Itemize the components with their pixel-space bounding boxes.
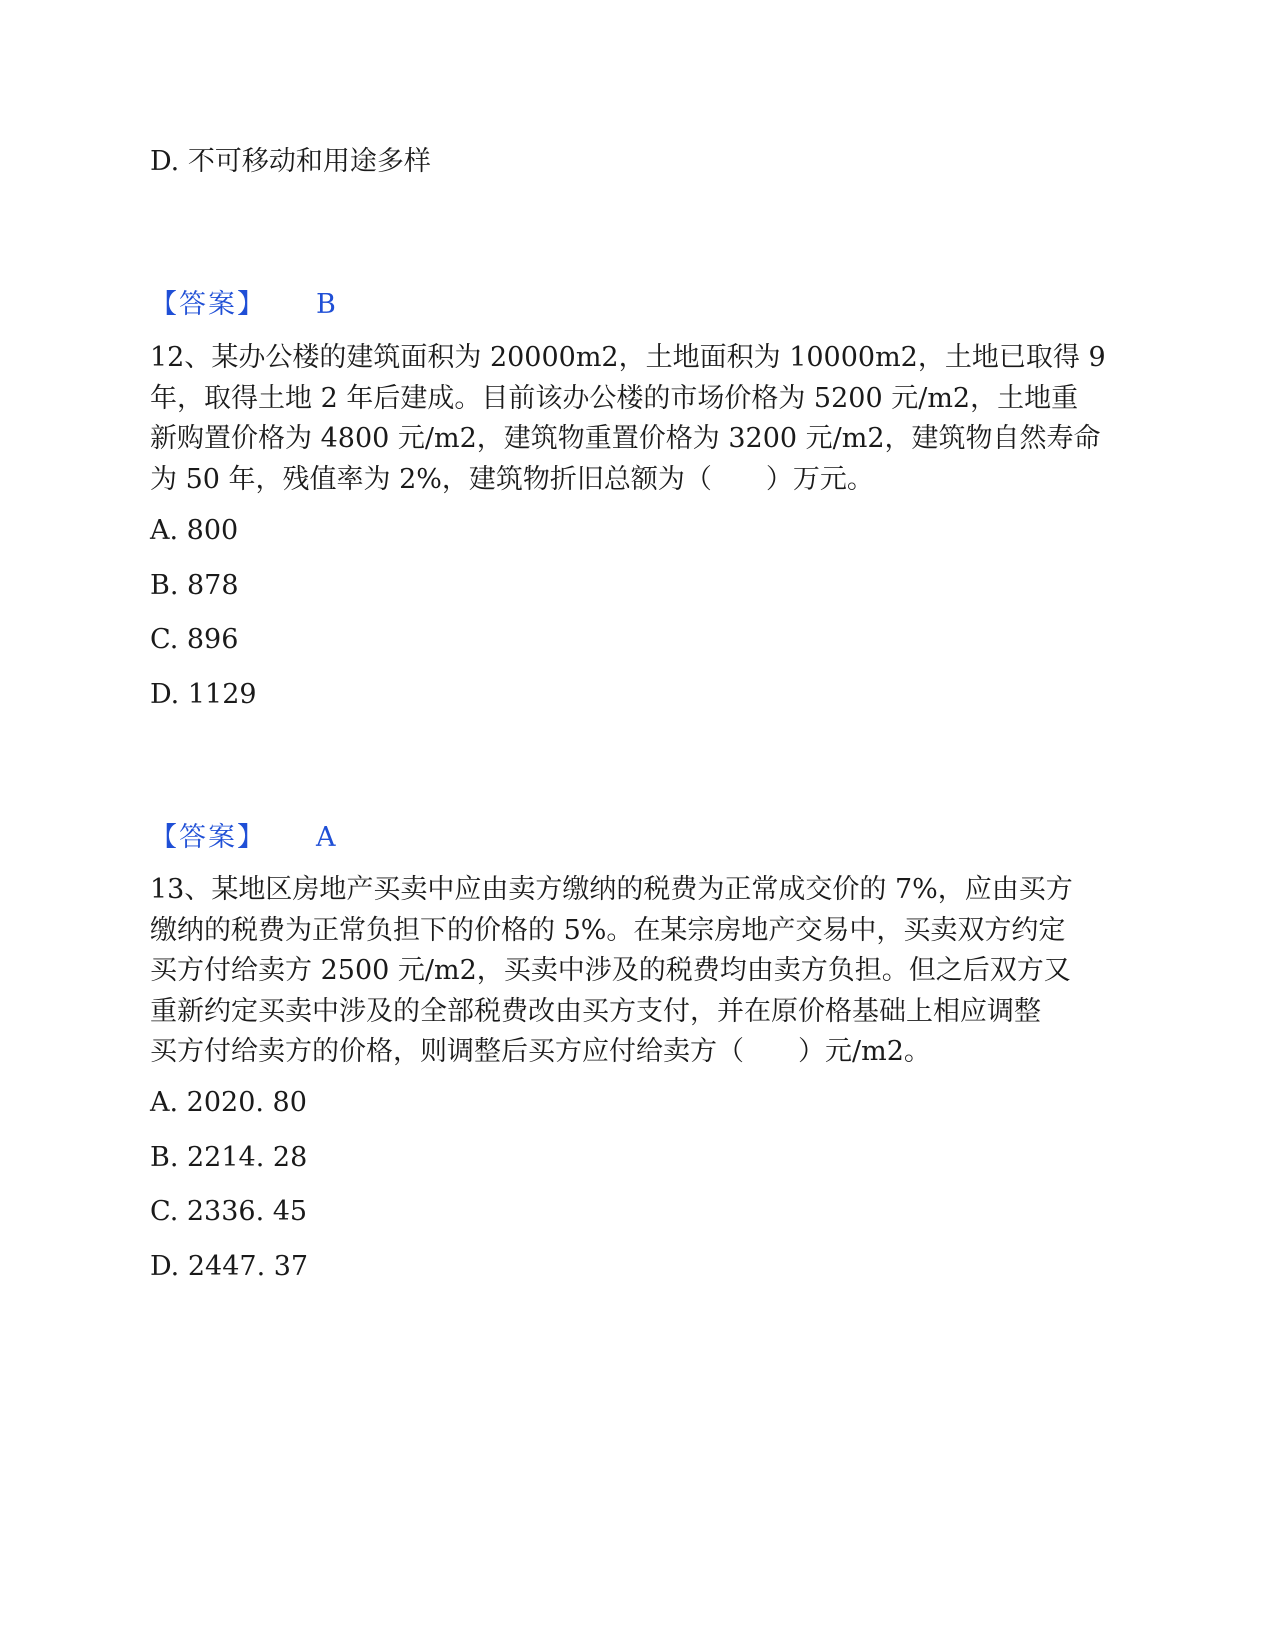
question-12-line-4: 为 50 年，残值率为 2%，建筑物折旧总额为（ ）万元。 <box>150 463 874 495</box>
answer-value: B <box>316 289 336 320</box>
question-12-option-b: B. 878 <box>150 570 239 601</box>
question-12-line-1: 12、某办公楼的建筑面积为 20000m2，土地面积为 10000m2，土地已取得 9 <box>150 342 1106 373</box>
prev-question-option-d: D. 不可移动和用途多样 <box>150 146 431 177</box>
answer-label: 【答案】 <box>150 822 266 853</box>
question-12-line-3: 新购置价格为 4800 元/m2，建筑物重置价格为 3200 元/m2，建筑物自然寿命 <box>150 423 1101 454</box>
question-12-line-2: 年，取得土地 2 年后建成。目前该办公楼的市场价格为 5200 元/m2，土地重 <box>150 382 1079 414</box>
question-13-stem <box>150 870 1125 1073</box>
question-13-option-c: C. 2336. 45 <box>150 1196 308 1227</box>
question-13-line-3: 买方付给卖方 2500 元/m2，买卖中涉及的税费均由卖方负担。但之后双方又 <box>150 955 1071 986</box>
question-13-line-5: 买方付给卖方的价格，则调整后买方应付给卖方（ ）元/m2。 <box>150 1036 931 1067</box>
question-13-line-1: 13、某地区房地产买卖中应由卖方缴纳的税费为正常成交价的 7%，应由买方 <box>150 874 1073 905</box>
question-13-option-d: D. 2447. 37 <box>150 1251 309 1282</box>
answer-label: 【答案】 <box>150 289 266 320</box>
question-12-option-d: D. 1129 <box>150 679 257 710</box>
question-12-stem <box>150 338 1125 500</box>
question-12-option-a: A. 800 <box>150 515 239 546</box>
question-13-line-4: 重新约定买卖中涉及的全部税费改由买方支付，并在原价格基础上相应调整 <box>150 995 1041 1027</box>
question-13-option-b: B. 2214. 28 <box>150 1142 308 1173</box>
answer-12 <box>150 818 336 858</box>
answer-value: A <box>316 822 336 853</box>
question-13-option-a: A. 2020. 80 <box>150 1087 307 1118</box>
question-12-option-c: C. 896 <box>150 624 239 655</box>
question-13-line-2: 缴纳的税费为正常负担下的价格的 5%。在某宗房地产交易中，买卖双方约定 <box>150 914 1066 946</box>
answer-11 <box>150 285 336 325</box>
